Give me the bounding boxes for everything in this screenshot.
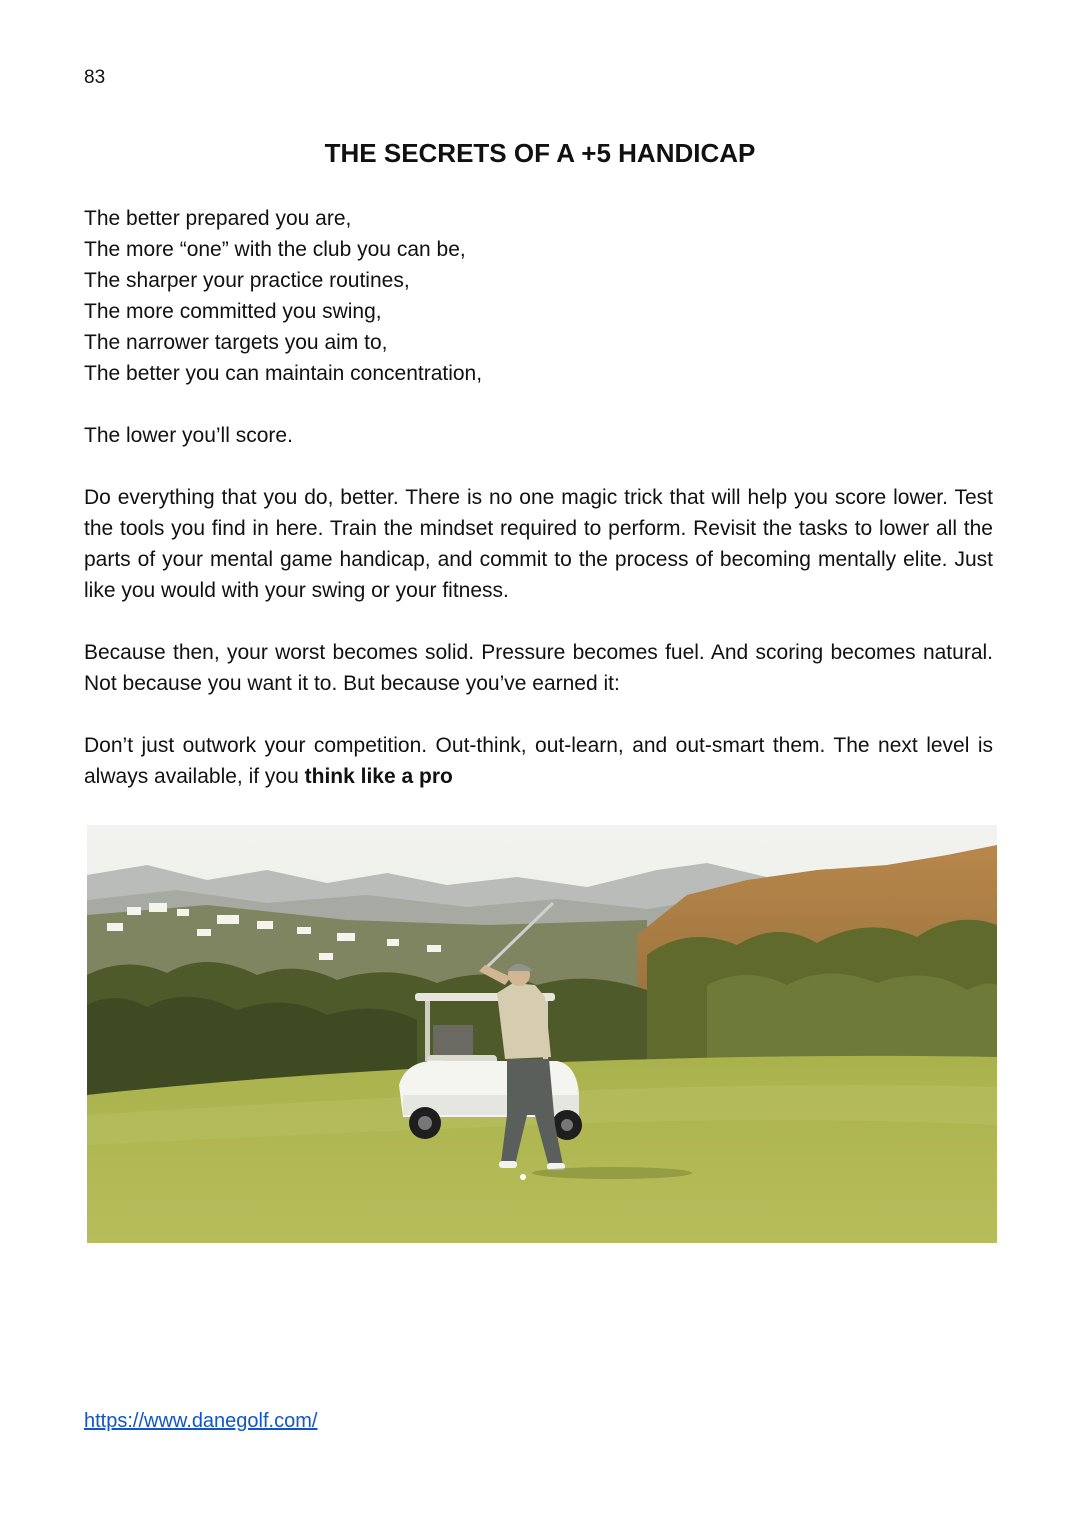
page-title: THE SECRETS OF A +5 HANDICAP xyxy=(324,138,756,168)
paragraph-outwork-text: Don’t just outwork your competition. Out-think, out-learn, and out-smart them. The next level is always available, if you xyxy=(84,734,993,788)
paragraph-do-everything: Do everything that you do, better. There is no one magic trick that will help you score lower. Test the tools you find in here. Train the mindset required to perform. Revisit the tasks to lower all the parts of your mental game handicap, and commit to the process of becoming mentally elite. Just like you would with your swing or your fitness. xyxy=(84,486,993,602)
poem-block xyxy=(84,203,993,389)
poem-conclusion: The lower you’ll score. xyxy=(84,424,293,447)
paragraph-outwork xyxy=(84,730,993,792)
main-content xyxy=(84,203,993,823)
page-number: 83 xyxy=(84,67,106,88)
paragraph-because-then: Because then, your worst becomes solid. Pressure becomes fuel. And scoring becomes natural. Not because you want it to. But because you’ve earned it: xyxy=(84,641,993,695)
poem-line: The better prepared you are, xyxy=(84,207,352,230)
think-like-a-pro-emphasis: think like a pro xyxy=(304,765,453,788)
poem-line: The better you can maintain concentration, xyxy=(84,362,483,385)
poem-line: The sharper your practice routines, xyxy=(84,269,410,292)
poem-line: The more committed you swing, xyxy=(84,300,382,323)
golfer-fairway-photo xyxy=(87,825,997,1243)
poem-line: The more “one” with the club you can be, xyxy=(84,238,466,261)
website-link[interactable]: https://www.danegolf.com/ xyxy=(84,1410,318,1432)
poem-line: The narrower targets you aim to, xyxy=(84,331,388,354)
